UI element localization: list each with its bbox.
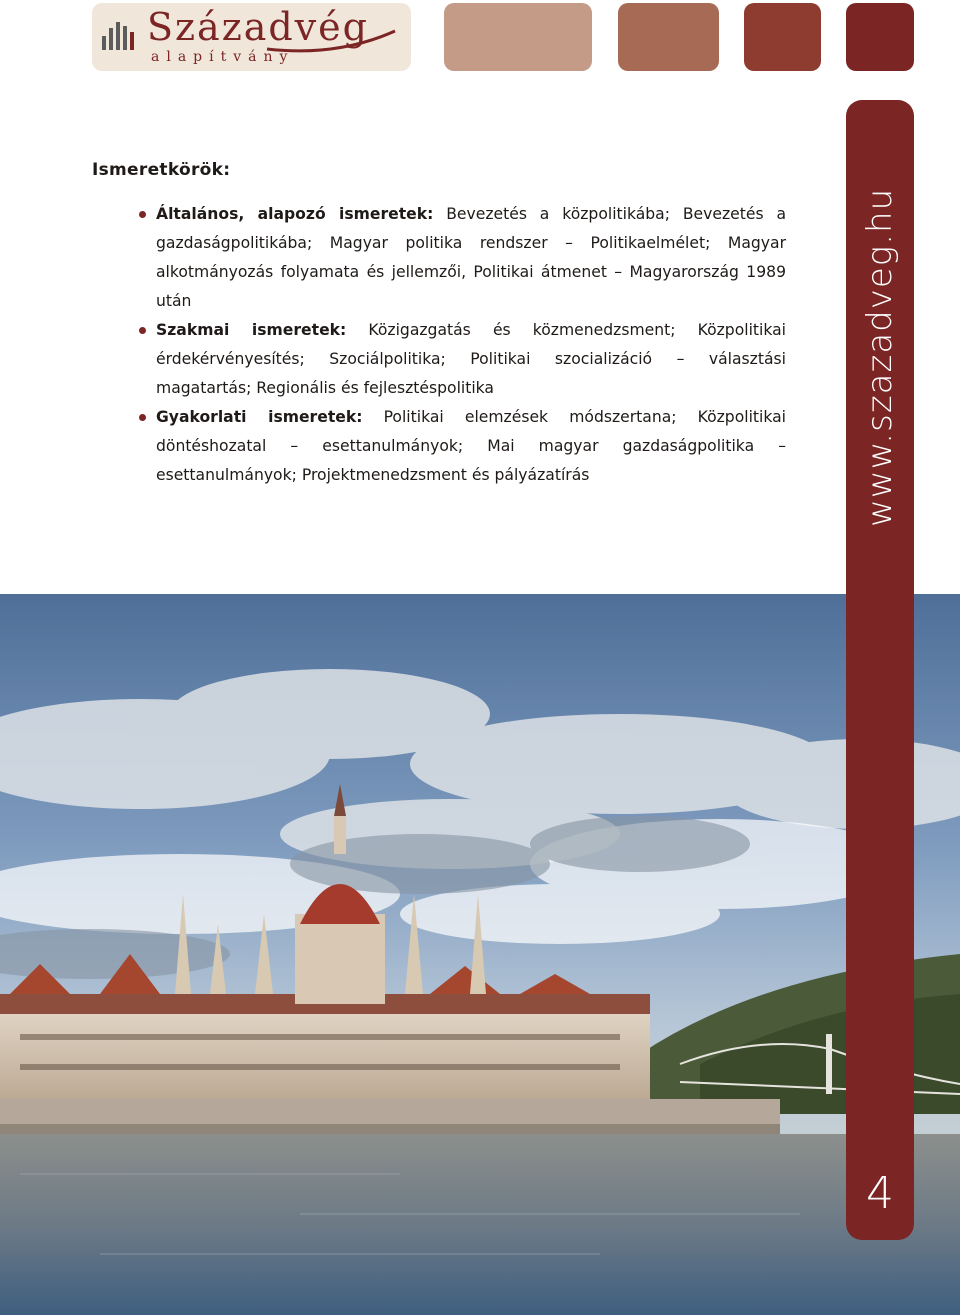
- item-text: Bevezetés a közpolitikába; Bevezetés a gazdaságpolitikába; Magyar politika rendszer – Politikaelmélet; Magyar alkotmányozás folyamata és jellemzői, Politikai átmenet – Magyarország 1989 után: [156, 205, 786, 310]
- section-heading: Ismeretkörök:: [92, 160, 231, 180]
- item-label: Általános, alapozó ismeretek:: [156, 205, 434, 223]
- item-text: Politikai elemzések módszertana; Közpolitikai döntéshozatal – esettanulmányok; Mai magyar gazdaságpolitika – esettanulmányok; Projektmenedzsment és pályázatírás: [156, 408, 787, 484]
- logo-subtitle: alapítvány: [151, 49, 295, 65]
- bullet-icon: [139, 327, 146, 334]
- color-tab-1[interactable]: [444, 3, 592, 71]
- topics-list: [136, 200, 786, 490]
- item-label: Gyakorlati ismeretek:: [156, 408, 363, 426]
- item-label: Szakmai ismeretek:: [156, 321, 347, 339]
- bullet-icon: [139, 211, 146, 218]
- list-item: [136, 200, 786, 316]
- bullet-icon: [139, 414, 146, 421]
- website-url[interactable]: www.szazadveg.hu: [860, 187, 900, 527]
- logo-title: Századvég: [147, 5, 369, 49]
- page-number: 4: [866, 1168, 894, 1219]
- website-sidebar: [846, 100, 914, 1240]
- parliament-photo: [0, 594, 960, 1315]
- item-text: Közigazgatás és közmenedzsment; Közpolitikai érdekérvényesítés; Szociálpolitika; Politikai szocializáció – választási magatartás; Regionális és fejlesztéspolitika: [156, 321, 786, 397]
- color-tab-3[interactable]: [744, 3, 821, 71]
- color-tab-2[interactable]: [618, 3, 719, 71]
- list-item: [136, 403, 786, 490]
- list-item: [136, 316, 786, 403]
- bar-chart-icon: [100, 12, 140, 52]
- color-tab-4[interactable]: [846, 3, 914, 71]
- logo-tab[interactable]: [92, 3, 411, 71]
